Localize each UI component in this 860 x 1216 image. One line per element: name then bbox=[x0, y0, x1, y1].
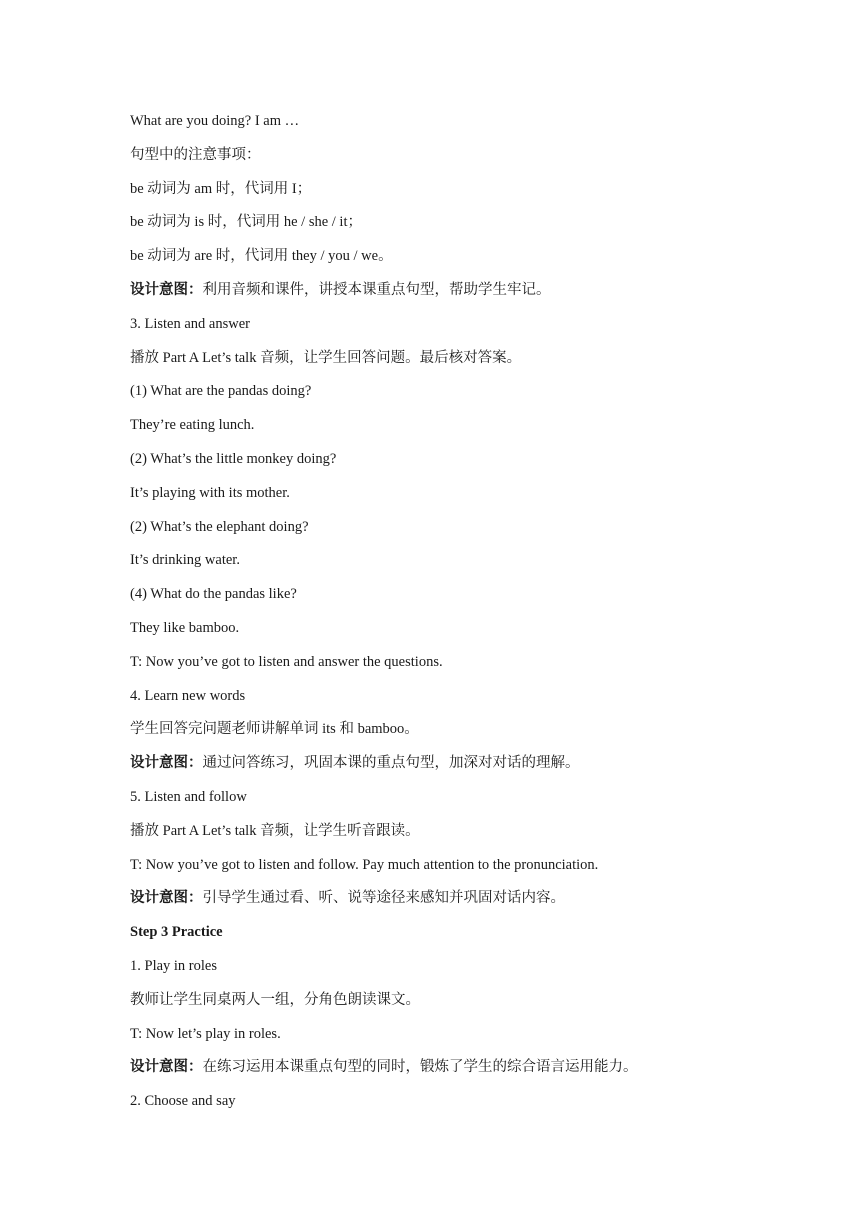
line-text: They like bamboo. bbox=[130, 619, 240, 636]
text-line bbox=[130, 517, 790, 551]
text-line bbox=[130, 855, 790, 889]
line-text: be 动词为 is 时，代词用 he / she / it； bbox=[130, 214, 362, 231]
text-line bbox=[130, 381, 790, 415]
line-text: They’re eating lunch. bbox=[130, 417, 255, 434]
text-line bbox=[130, 888, 790, 922]
line-text: 3. Listen and answer bbox=[130, 315, 250, 332]
bold-label: 设计意图： bbox=[130, 890, 203, 907]
text-line bbox=[130, 314, 790, 348]
document-body bbox=[130, 111, 790, 1125]
line-text: 教师让学生同桌两人一组，分角色朗读课文。 bbox=[130, 991, 420, 1008]
line-text: T: Now you’ve got to listen and answer the questions. bbox=[130, 653, 443, 670]
line-text: It’s drinking water. bbox=[130, 552, 240, 569]
text-line bbox=[130, 550, 790, 584]
line-text: 2. Choose and say bbox=[130, 1093, 236, 1110]
line-text: It’s playing with its mother. bbox=[130, 484, 290, 501]
line-text: be 动词为 am 时，代词用 I； bbox=[130, 180, 312, 197]
text-line bbox=[130, 483, 790, 517]
bold-label: Step 3 Practice bbox=[130, 924, 223, 941]
bold-label: 设计意图： bbox=[130, 755, 203, 772]
text-line bbox=[130, 179, 790, 213]
line-text: 1. Play in roles bbox=[130, 957, 217, 974]
text-line bbox=[130, 415, 790, 449]
text-line bbox=[130, 686, 790, 720]
line-text: 通过问答练习，巩固本课的重点句型，加深对对话的理解。 bbox=[202, 755, 580, 772]
line-text: 引导学生通过看、听、说等途径来感知并巩固对话内容。 bbox=[202, 890, 565, 907]
line-text: 句型中的注意事项： bbox=[130, 146, 261, 163]
text-line bbox=[130, 1091, 790, 1125]
text-line bbox=[130, 990, 790, 1024]
line-text: (2) What’s the little monkey doing? bbox=[130, 450, 337, 467]
line-text: 利用音频和课件，讲授本课重点句型，帮助学生牢记。 bbox=[202, 281, 551, 298]
text-line bbox=[130, 787, 790, 821]
line-text: (2) What’s the elephant doing? bbox=[130, 518, 309, 535]
line-text: 5. Listen and follow bbox=[130, 788, 247, 805]
bold-label: 设计意图： bbox=[130, 281, 203, 298]
line-text: 4. Learn new words bbox=[130, 687, 246, 704]
text-line bbox=[130, 111, 790, 145]
text-line bbox=[130, 212, 790, 246]
line-text: (1) What are the pandas doing? bbox=[130, 383, 312, 400]
text-line bbox=[130, 246, 790, 280]
line-text: (4) What do the pandas like? bbox=[130, 586, 297, 603]
line-text: 学生回答完问题老师讲解单词 its 和 bamboo。 bbox=[130, 721, 419, 738]
text-line bbox=[130, 956, 790, 990]
text-line bbox=[130, 753, 790, 787]
text-line bbox=[130, 618, 790, 652]
line-text: T: Now let’s play in roles. bbox=[130, 1025, 281, 1042]
line-text: What are you doing? I am … bbox=[130, 113, 300, 129]
line-text: T: Now you’ve got to listen and follow. Pay much attention to the pronunciation. bbox=[130, 856, 599, 873]
text-line bbox=[130, 280, 790, 314]
text-line bbox=[130, 1057, 790, 1091]
text-line bbox=[130, 719, 790, 753]
bold-label: 设计意图： bbox=[130, 1059, 203, 1076]
line-text: 在练习运用本课重点句型的同时，锻炼了学生的综合语言运用能力。 bbox=[202, 1059, 638, 1076]
line-text: 播放 Part A Let’s talk 音频，让学生听音跟读。 bbox=[130, 822, 420, 839]
text-line bbox=[130, 145, 790, 179]
text-line bbox=[130, 922, 790, 956]
text-line bbox=[130, 584, 790, 618]
line-text: be 动词为 are 时，代词用 they / you / we。 bbox=[130, 248, 393, 265]
text-line bbox=[130, 652, 790, 686]
text-line bbox=[130, 449, 790, 483]
text-line bbox=[130, 348, 790, 382]
text-line bbox=[130, 1024, 790, 1058]
line-text: 播放 Part A Let’s talk 音频，让学生回答问题。最后核对答案。 bbox=[130, 349, 522, 366]
text-line bbox=[130, 821, 790, 855]
